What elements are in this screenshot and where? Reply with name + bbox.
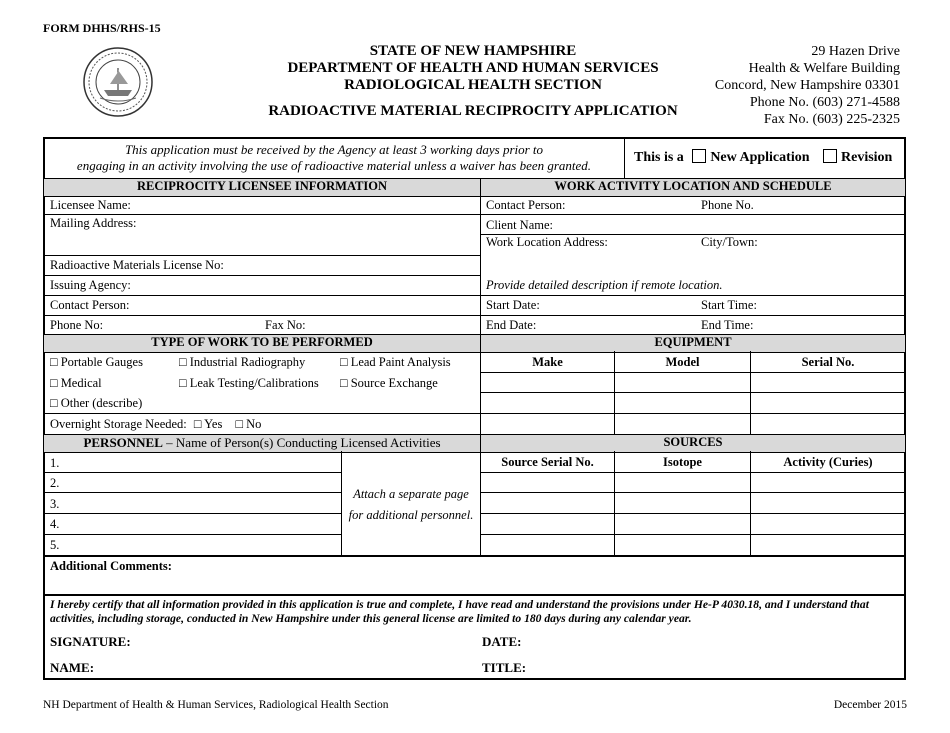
equipment-col-serial: Serial No.: [801, 355, 855, 369]
equipment-col-model: Model: [665, 355, 700, 369]
checkbox-icon: □: [179, 376, 187, 390]
work-phone-field[interactable]: Phone No.: [701, 198, 754, 212]
footer-date: December 2015: [833, 699, 907, 711]
equipment-rows[interactable]: [481, 373, 905, 433]
personnel-row-4[interactable]: 4.: [50, 517, 60, 531]
equipment-heading: EQUIPMENT: [654, 335, 732, 349]
option-lead-paint-analysis[interactable]: [340, 355, 451, 370]
option-source-exchange[interactable]: [340, 376, 438, 391]
sources-col-activity: Activity (Curies): [783, 455, 873, 469]
signature-field[interactable]: SIGNATURE:: [50, 634, 131, 649]
certification-text: I hereby certify that all information provided in this application is true and complete, I have read and understand the provisions under He-P 4030.18, and I understand that activities, including storage, conducted in New Hampshire under this general license are limited to 180 days during any calendar year.: [50, 598, 869, 625]
equipment-col-make: Make: [532, 355, 563, 369]
work-contact-field[interactable]: Contact Person:: [486, 198, 566, 212]
city-town-field[interactable]: City/Town:: [701, 235, 758, 249]
option-portable-gauges[interactable]: [50, 355, 143, 370]
storage-label: Overnight Storage Needed:: [50, 417, 187, 431]
licensee-contact-field[interactable]: Contact Person:: [50, 298, 130, 312]
no-label: No: [246, 417, 262, 431]
checkbox-icon: □: [340, 376, 348, 390]
new-application-label: New Application: [710, 150, 810, 165]
sources-heading: SOURCES: [663, 435, 723, 449]
sources-col-serial: Source Serial No.: [501, 455, 594, 469]
mailing-address-field[interactable]: Mailing Address:: [50, 216, 137, 230]
title-field[interactable]: TITLE:: [482, 660, 527, 675]
app-type-prefix: This is a: [634, 150, 684, 165]
storage-yes[interactable]: [194, 417, 222, 431]
revision-label: Revision: [841, 150, 893, 165]
checkbox-icon: □: [179, 355, 187, 369]
work-location-address-field[interactable]: Work Location Address:: [486, 235, 608, 249]
start-date-field[interactable]: Start Date:: [486, 298, 540, 312]
footer-department: NH Department of Health & Human Services, Radiological Health Section: [43, 699, 389, 711]
licensee-fax-field[interactable]: Fax No:: [265, 318, 306, 332]
checkbox-icon: □: [193, 417, 202, 431]
client-name-field[interactable]: Client Name:: [486, 218, 553, 232]
checkbox-icon: □: [340, 355, 348, 369]
storage-no[interactable]: [235, 417, 261, 431]
address-city: Concord, New Hampshire 03301: [714, 78, 900, 93]
personnel-row-1[interactable]: 1.: [50, 456, 60, 470]
header-section: RADIOLOGICAL HEALTH SECTION: [344, 77, 602, 93]
licensee-name-field[interactable]: Licensee Name:: [50, 198, 131, 212]
address-street: 29 Hazen Drive: [811, 44, 900, 59]
personnel-row-5[interactable]: 5.: [50, 538, 60, 552]
additional-comments-field[interactable]: Additional Comments:: [50, 559, 172, 573]
licensee-phone-field[interactable]: Phone No:: [50, 318, 104, 332]
checkbox-icon: □: [50, 376, 58, 390]
notice-line1: This application must be received by the Agency at least 3 working days prior to: [124, 142, 544, 157]
option-other[interactable]: [50, 396, 142, 411]
licensee-heading: RECIPROCITY LICENSEE INFORMATION: [136, 179, 388, 193]
address-fax: Fax No. (603) 225-2325: [763, 112, 900, 127]
end-time-field[interactable]: End Time:: [701, 318, 754, 332]
address-building: Health & Welfare Building: [748, 61, 900, 76]
form-title: RADIOACTIVE MATERIAL RECIPROCITY APPLICATION: [268, 103, 678, 119]
attach-note-line2: for additional personnel.: [348, 508, 474, 522]
attach-note-line1: Attach a separate page: [353, 487, 469, 501]
option-label: Lead Paint Analysis: [350, 355, 451, 369]
header-department: DEPARTMENT OF HEALTH AND HUMAN SERVICES: [287, 60, 659, 76]
option-industrial-radiography[interactable]: [179, 355, 305, 370]
option-medical[interactable]: [50, 376, 102, 391]
header-state: STATE OF NEW HAMPSHIRE: [369, 43, 577, 59]
sources-col-isotope: Isotope: [663, 455, 702, 469]
sources-rows[interactable]: [481, 473, 905, 555]
work-location-heading: WORK ACTIVITY LOCATION AND SCHEDULE: [554, 179, 832, 193]
notice-line2: engaging in an activity involving the use of radioactive material unless a waiver has been granted.: [76, 158, 592, 173]
checkbox-icon: □: [50, 355, 58, 369]
date-field[interactable]: DATE:: [482, 634, 522, 649]
option-label: Medical: [60, 376, 102, 390]
name-field[interactable]: NAME:: [50, 660, 95, 675]
option-label: Industrial Radiography: [189, 355, 306, 369]
personnel-row-2[interactable]: 2.: [50, 476, 60, 490]
remote-location-note: Provide detailed description if remote location.: [486, 278, 723, 292]
personnel-row-3[interactable]: 3.: [50, 497, 60, 511]
issuing-agency-field[interactable]: Issuing Agency:: [50, 278, 131, 292]
personnel-heading-rest: – Name of Person(s) Conducting Licensed Activities: [162, 435, 441, 450]
work-type-heading: TYPE OF WORK TO BE PERFORMED: [151, 335, 373, 349]
state-seal-logo: [82, 46, 154, 118]
personnel-heading-bold: PERSONNEL: [83, 435, 163, 450]
option-label: Other (describe): [60, 396, 143, 410]
end-date-field[interactable]: End Date:: [486, 318, 537, 332]
option-leak-testing[interactable]: [179, 376, 319, 391]
checkbox-icon: □: [50, 396, 58, 410]
license-no-field[interactable]: Radioactive Materials License No:: [50, 258, 224, 272]
new-application-checkbox[interactable]: [692, 149, 706, 163]
option-label: Source Exchange: [350, 376, 438, 390]
revision-checkbox[interactable]: [823, 149, 837, 163]
application-type: [634, 149, 892, 166]
personnel-heading: [44, 435, 480, 451]
option-label: Portable Gauges: [60, 355, 143, 369]
checkbox-icon: □: [235, 417, 244, 431]
option-label: Leak Testing/Calibrations: [189, 376, 319, 390]
start-time-field[interactable]: Start Time:: [701, 298, 757, 312]
form-id: FORM DHHS/RHS-15: [43, 21, 161, 35]
address-phone: Phone No. (603) 271-4588: [749, 95, 900, 110]
overnight-storage: [50, 417, 261, 432]
yes-label: Yes: [204, 417, 223, 431]
